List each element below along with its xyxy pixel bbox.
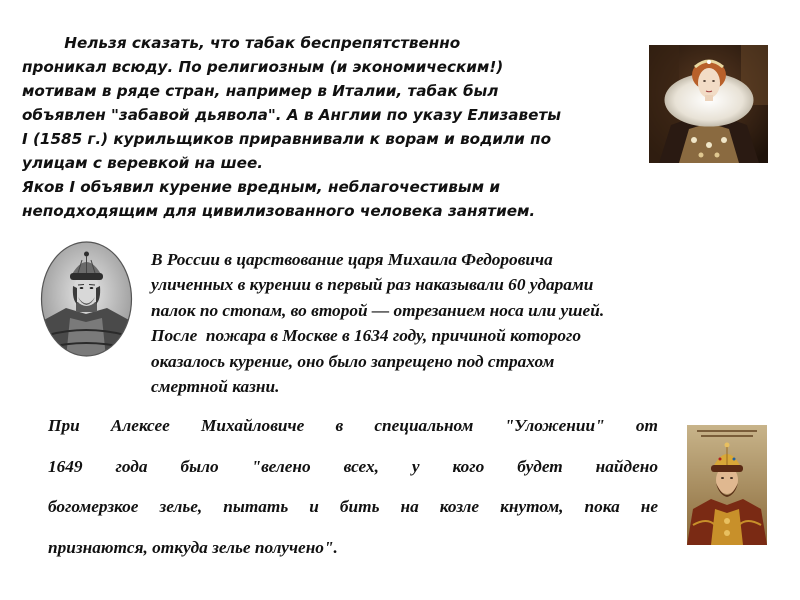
text-block-tobacco-russia-mikhail [151, 247, 751, 399]
text-line: В России в царствование царя Михаила Федоровича [151, 250, 553, 269]
text-line: смертной казни. [151, 377, 280, 397]
text-block-tobacco-alexei [48, 406, 658, 568]
text-line: признаются, откуда зелье получено". [48, 537, 338, 557]
text-block-tobacco-europe [22, 31, 652, 223]
portrait-elizabeth-image [649, 45, 768, 163]
text-line: неподходящим для цивилизованного человека занятием. [22, 202, 536, 220]
text-line: После пожара в Москве в 1634 году, причиной которого [151, 326, 582, 346]
text-line: I (1585 г.) курильщиков приравнивали к ворам и водили по [22, 130, 551, 148]
text-line: проникал всюду. По религиозным (и экономическим!) [22, 58, 504, 76]
portrait-alexei-image [687, 425, 767, 545]
text-line: Яков I объявил курение вредным, неблагочестивым и [22, 178, 500, 196]
text-line: 1649 года было "велено всех, у кого будет найдено [48, 456, 658, 476]
text-line: богомерзкое зелье, пытать и бить на козле кнутом, пока не [48, 497, 658, 516]
text-line: улицам с веревкой на шее. [22, 154, 264, 172]
text-line: оказалось курение, оно было запрещено под страхом [151, 351, 555, 371]
text-line: мотивам в ряде стран, например в Италии, табак был [22, 82, 499, 100]
text-line: объявлен "забавой дьявола". А в Англии по указу Елизаветы [22, 106, 562, 124]
text-line: При Алексее Михайловиче в специальном "Уложении" от [48, 416, 658, 435]
text-line: палок по стопам, во второй — отрезанием носа или ушей. [151, 300, 605, 320]
text-line: уличенных в курении в первый раз наказывали 60 ударами [151, 275, 594, 295]
portrait-mikhail-image [40, 240, 133, 358]
text-line: Нельзя сказать, что табак беспрепятственно [22, 34, 461, 52]
